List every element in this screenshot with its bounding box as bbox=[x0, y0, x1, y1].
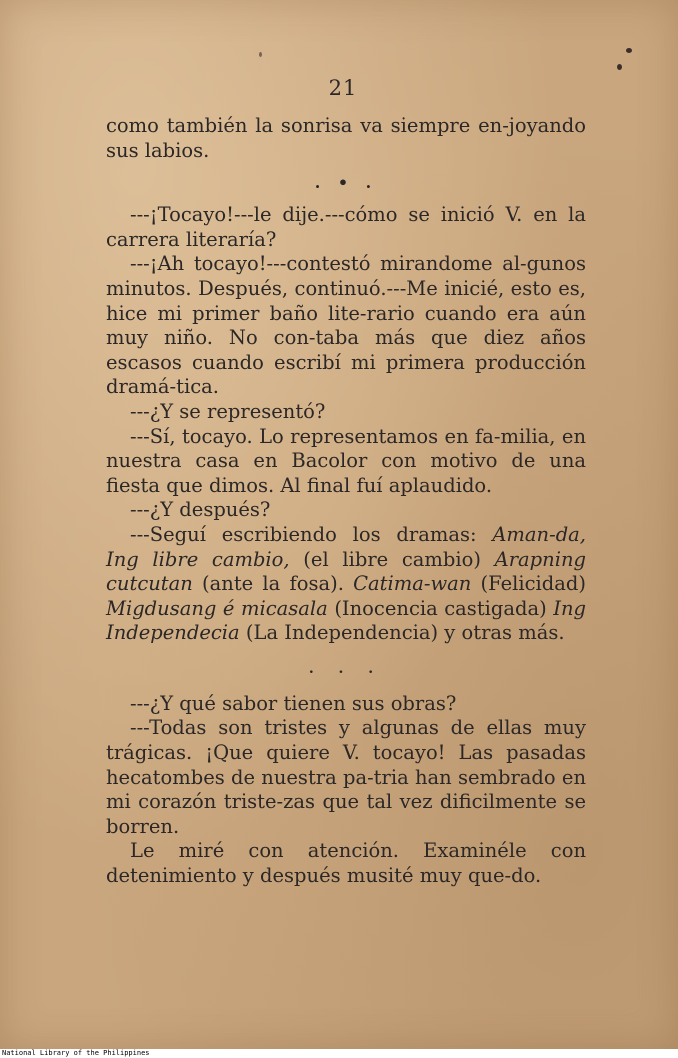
page-number: 21 bbox=[328, 76, 358, 100]
ornament-divider: . . . bbox=[308, 660, 384, 677]
italic-title: Aman-da, Ing libre cambio, bbox=[106, 522, 586, 571]
text-run: (Felicidad) bbox=[471, 572, 586, 596]
paragraph-question-3: ---¿Y después? bbox=[130, 498, 271, 522]
paragraph-answer-3 bbox=[106, 523, 586, 646]
text-run: (ante la fosa). bbox=[192, 572, 354, 596]
ink-speck bbox=[626, 48, 632, 53]
italic-title: Migdusang é micasala bbox=[106, 596, 328, 620]
footer-bar bbox=[0, 1049, 678, 1058]
paragraph-question-2: ---¿Y se representó? bbox=[130, 399, 326, 423]
ornament-divider: . • . bbox=[314, 173, 378, 193]
paragraph-question-4: ---¿Y qué sabor tienen sus obras? bbox=[130, 691, 457, 715]
text-run: (el libre cambio) bbox=[289, 547, 495, 571]
paragraph-answer-1: ---¡Ah tocayo!---contestó mirandome al-gunos minutos. Después, continuó.---Me inicié, esto es, hice mi primer baño lite-rario cuando era aún muy niño. No con-taba más que diez años escasos cuando escribí mi primera producción dramá-tica. bbox=[106, 252, 586, 399]
library-credit: National Library of the Philippines bbox=[2, 1049, 150, 1057]
ink-speck bbox=[259, 52, 262, 57]
paragraph-closing: Le miré con atención. Examinéle con detenimiento y después musité muy que-do. bbox=[106, 839, 586, 888]
italic-title: Arapning cutcutan bbox=[106, 547, 587, 596]
italic-title: Catima-wan bbox=[353, 572, 472, 596]
text-run: (Inocencia castigada) bbox=[327, 596, 554, 620]
paragraph-question-1: ---¡Tocayo!---le dije.---cómo se inició V. en la carrera literaría? bbox=[106, 203, 586, 251]
paragraph-answer-2: ---Sí, tocayo. Lo representamos en fa-milia, en nuestra casa en Bacolor con motivo de una fiesta que dimos. Al final fuí aplaudido. bbox=[106, 424, 586, 497]
paragraph-answer-4: ---Todas son tristes y algunas de ellas muy trágicas. ¡Que quiere V. tocayo! Las pasadas hecatombes de nuestra pa-tria han sembrado en mi corazón triste-zas que tal vez dificilmente se borren. bbox=[106, 716, 586, 838]
ink-speck bbox=[617, 64, 622, 70]
text-run: (La Independencia) y otras más. bbox=[239, 621, 565, 645]
paragraph-intro: como también la sonrisa va siempre en-joyando sus labios. bbox=[106, 114, 586, 162]
text-run: ---Seguí escribiendo los dramas: bbox=[130, 522, 493, 546]
italic-title: Ing Independecia bbox=[106, 596, 586, 645]
page-body bbox=[106, 114, 586, 889]
